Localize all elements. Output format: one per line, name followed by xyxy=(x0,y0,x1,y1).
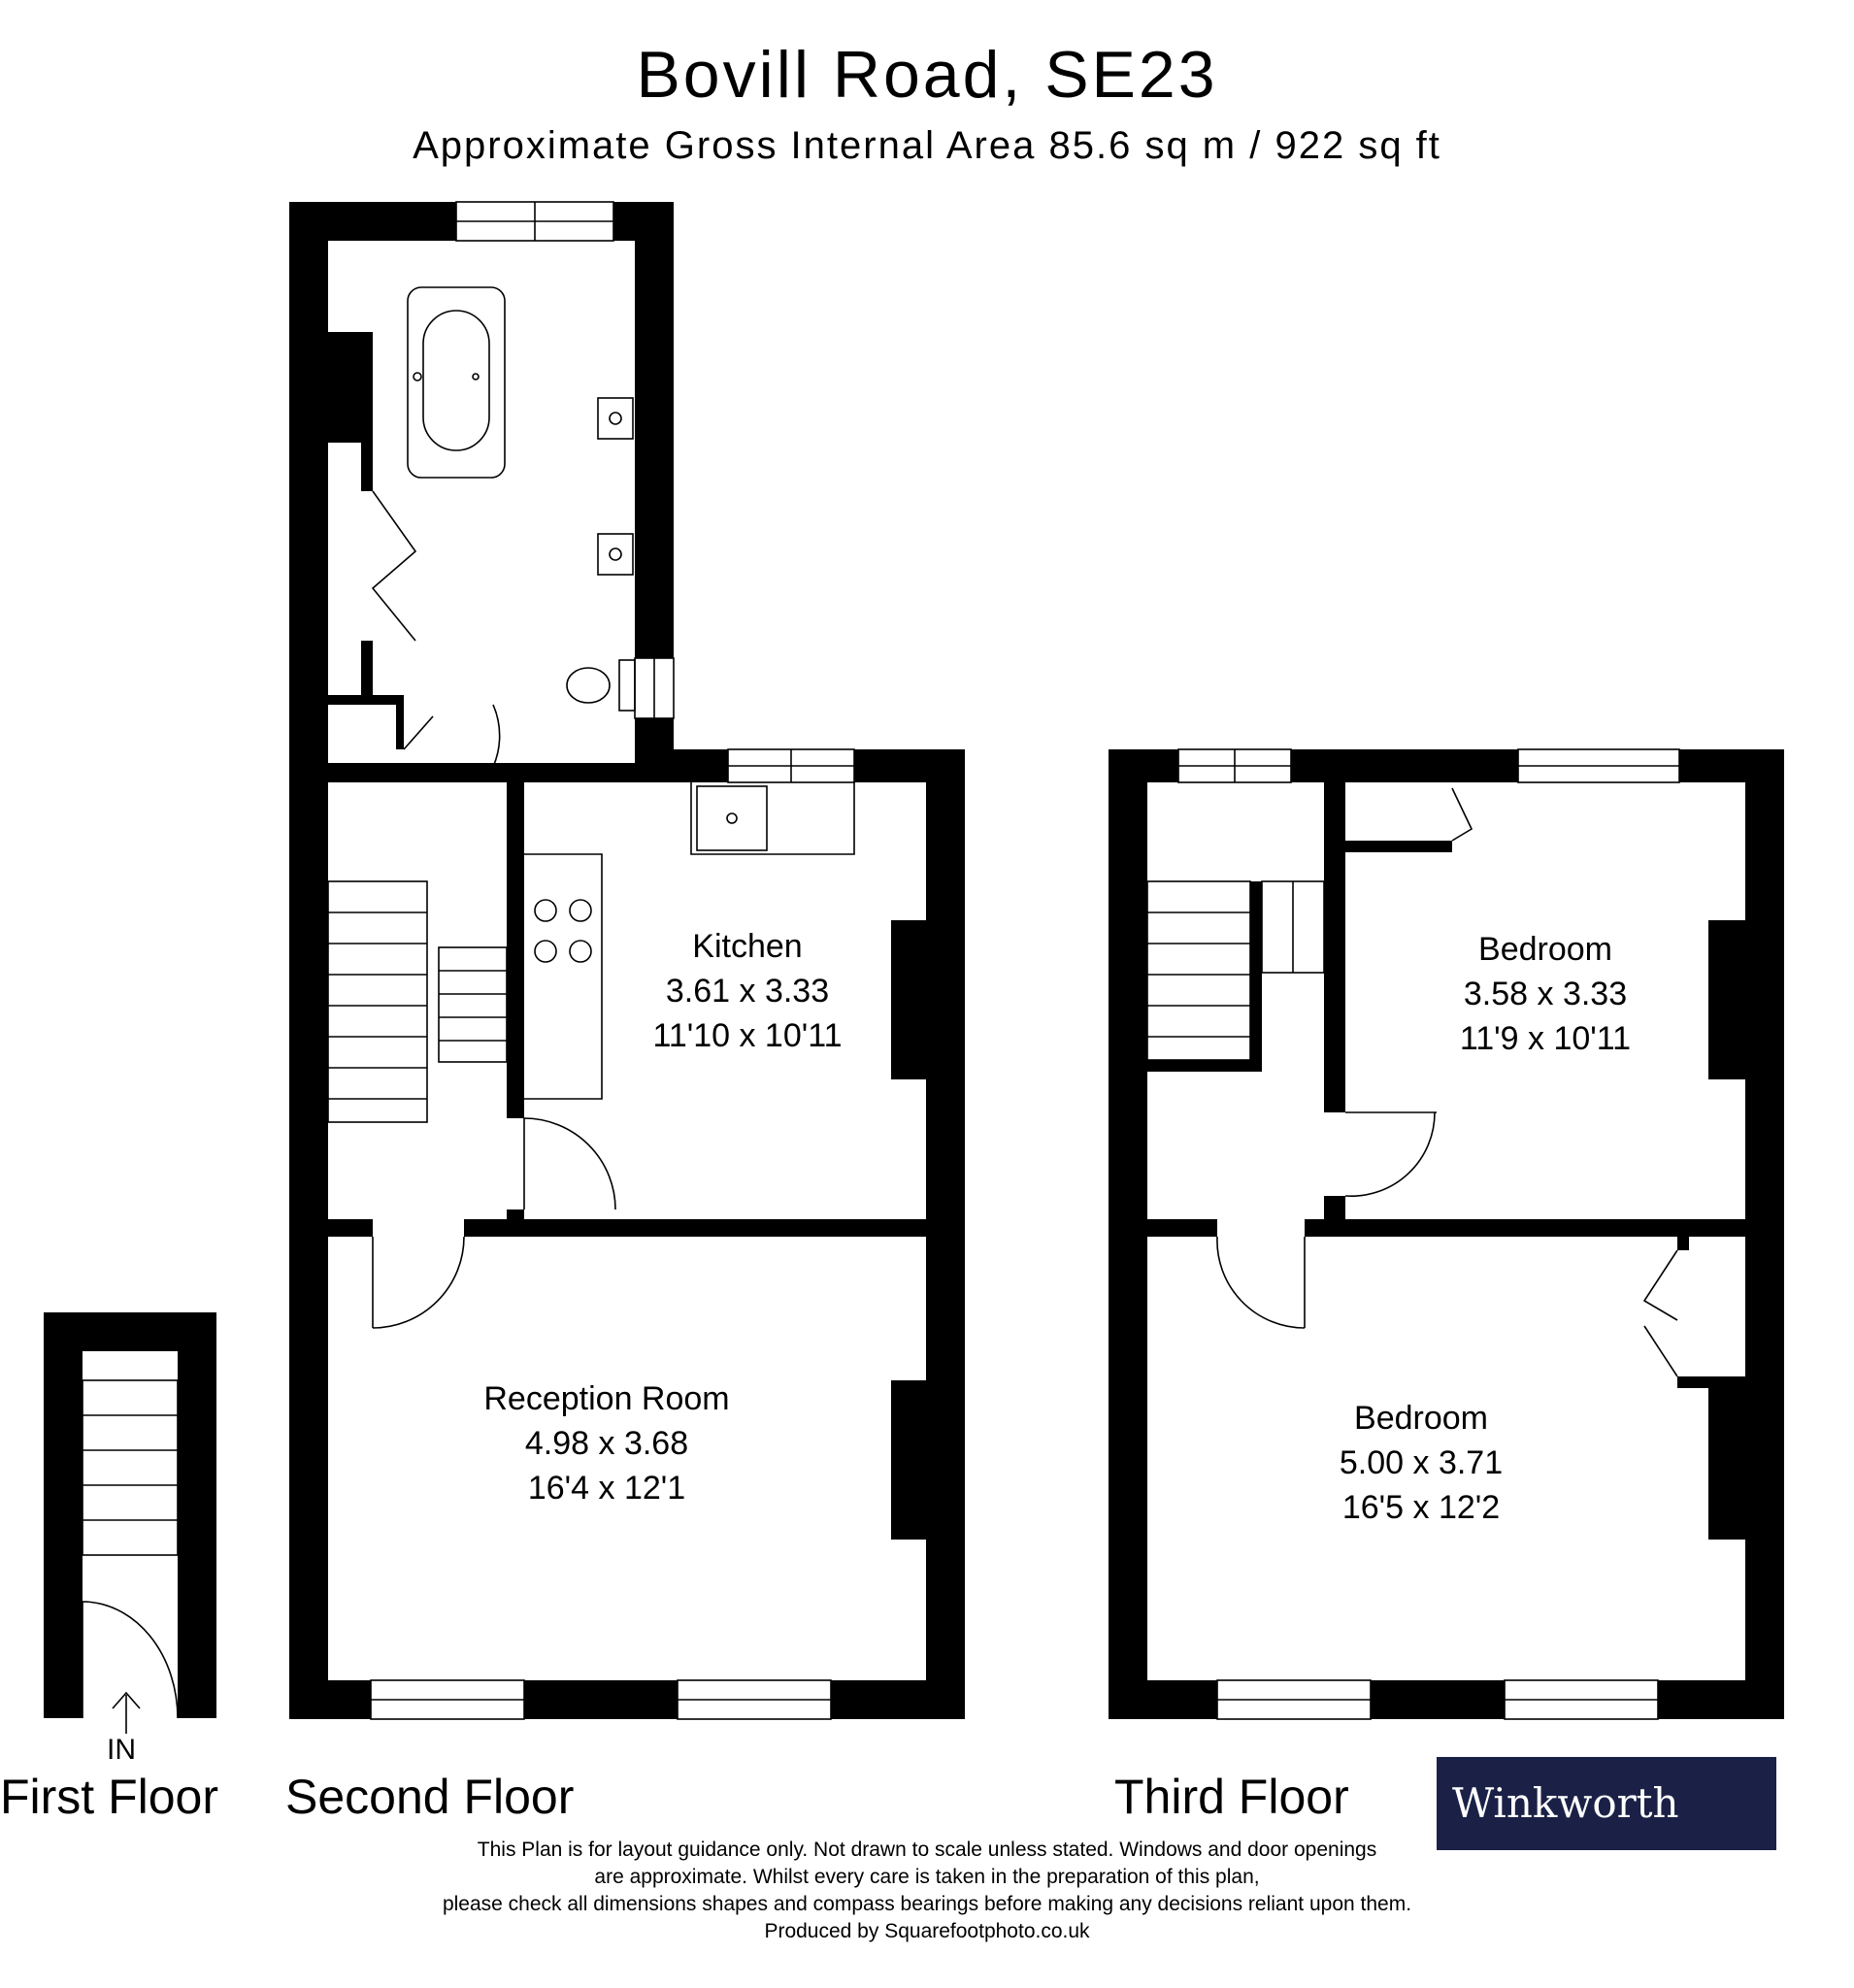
room-imperial: 11'10 x 10'11 xyxy=(652,1017,843,1054)
room-name: Kitchen xyxy=(692,928,803,965)
page-title: Bovill Road, SE23 xyxy=(636,38,1218,112)
winkworth-logo: Winkworth xyxy=(1437,1757,1776,1850)
disclaimer-line: are approximate. Whilst every care is taken in the preparation of this plan, xyxy=(594,1866,1260,1888)
room-name: Bedroom xyxy=(1354,1400,1488,1437)
area-subtitle: Approximate Gross Internal Area 85.6 sq m / 922 sq ft xyxy=(413,124,1441,167)
disclaimer xyxy=(291,1837,1563,1945)
floor-label-second: Second Floor xyxy=(285,1770,575,1824)
disclaimer-line: Produced by Squarefootphoto.co.uk xyxy=(764,1920,1090,1942)
room-metric: 5.00 x 3.71 xyxy=(1339,1444,1504,1481)
entrance-label: IN xyxy=(107,1734,136,1766)
room-bedroom-lower xyxy=(1295,1396,1547,1530)
floor-label-third: Third Floor xyxy=(1114,1770,1349,1824)
room-name: Bedroom xyxy=(1478,931,1612,968)
room-reception xyxy=(451,1376,762,1510)
room-metric: 4.98 x 3.68 xyxy=(524,1425,689,1462)
room-kitchen xyxy=(621,924,874,1058)
room-name: Reception Room xyxy=(483,1380,730,1417)
room-bedroom-upper xyxy=(1419,927,1672,1061)
room-imperial: 16'5 x 12'2 xyxy=(1341,1489,1501,1526)
room-imperial: 11'9 x 10'11 xyxy=(1459,1020,1632,1057)
floor-label-first: First Floor xyxy=(0,1770,218,1824)
disclaimer-line: This Plan is for layout guidance only. Not drawn to scale unless stated. Windows and door openings xyxy=(477,1839,1377,1861)
room-metric: 3.58 x 3.33 xyxy=(1463,976,1628,1012)
room-metric: 3.61 x 3.33 xyxy=(665,973,830,1010)
room-imperial: 16'4 x 12'1 xyxy=(527,1470,686,1507)
disclaimer-line: please check all dimensions shapes and compass bearings before making any decisions reliant upon them. xyxy=(442,1893,1412,1915)
